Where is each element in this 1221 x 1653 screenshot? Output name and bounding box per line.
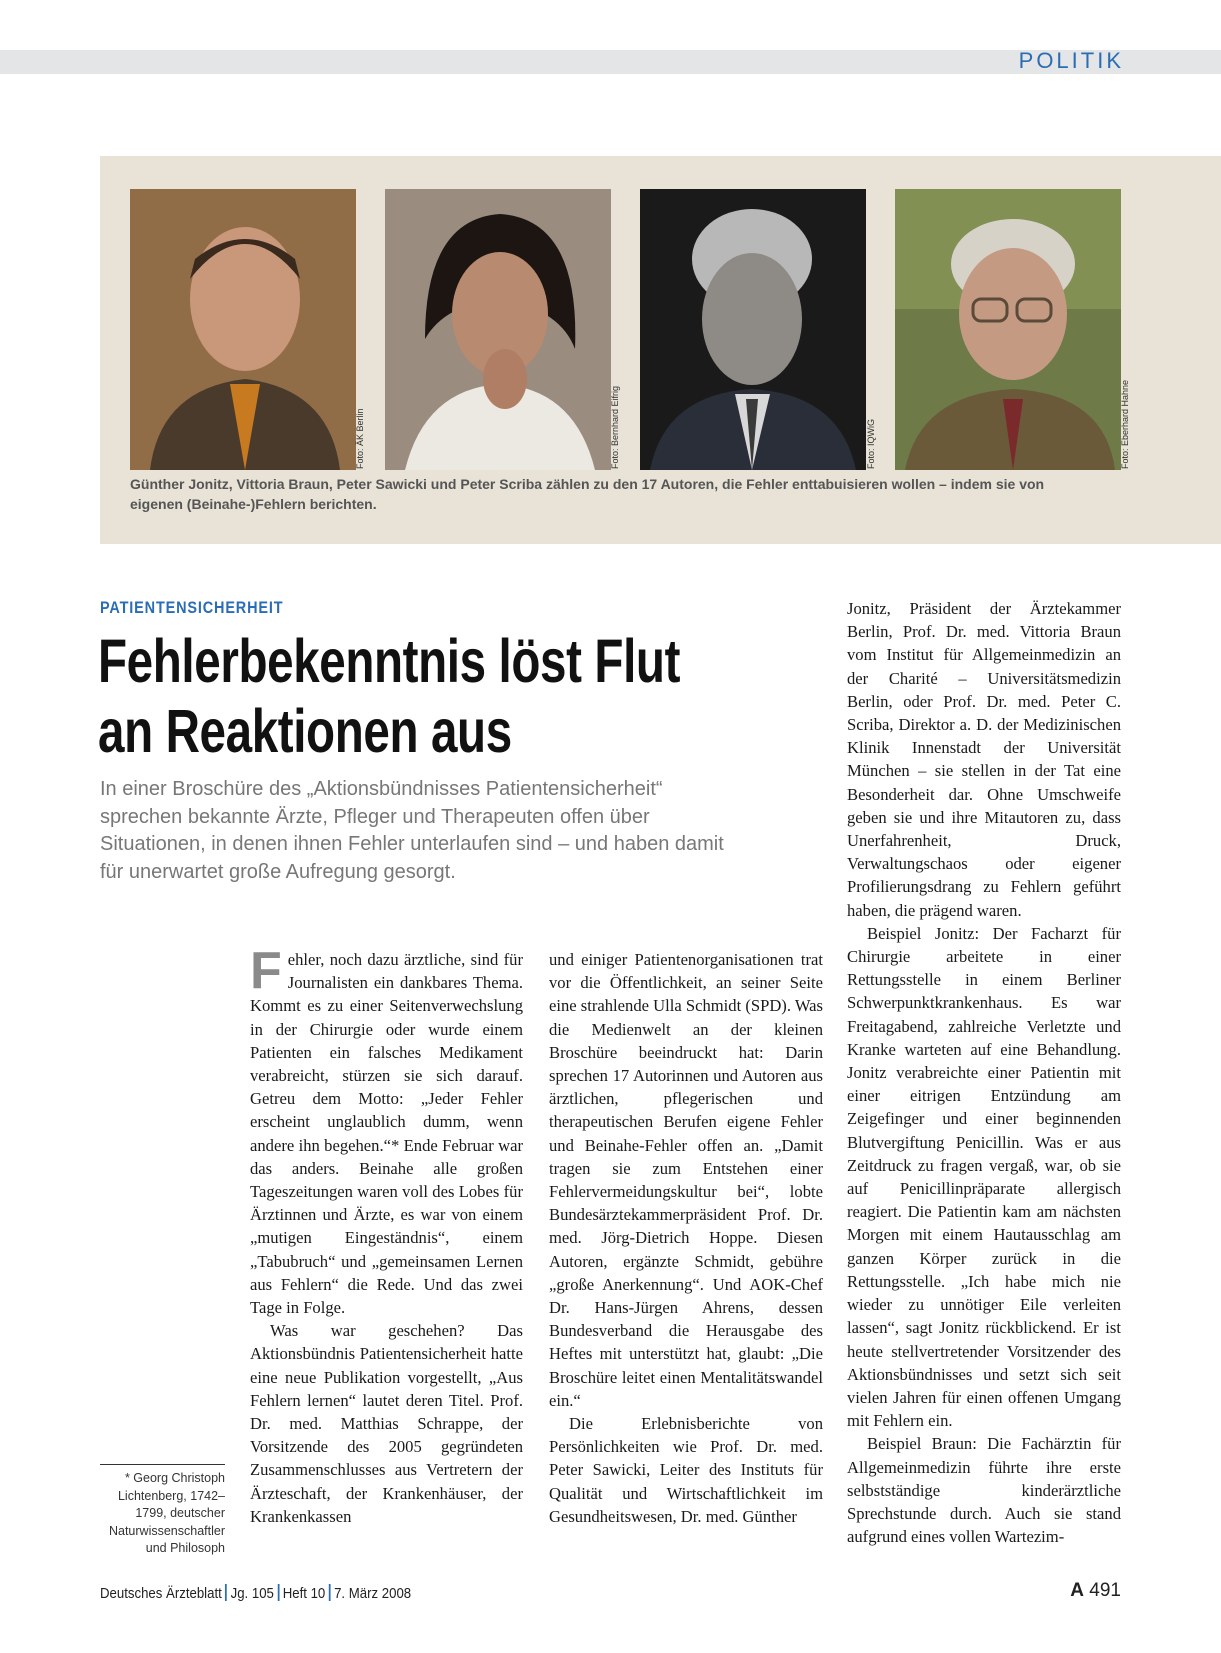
portrait-photo-braun — [385, 189, 611, 470]
dropcap: F — [250, 942, 282, 1000]
headline-line-2: an Reaktionen aus — [98, 697, 512, 765]
photo-caption: Günther Jonitz, Vittoria Braun, Peter Sawicki und Peter Scriba zählen zu den 17 Autoren, die Fehler enttabuisieren wollen – indem sie von eigenen (Beinahe-)Fehlern berichten. — [130, 476, 1045, 512]
footnote-rule — [100, 1464, 225, 1465]
article-kicker: PATIENTENSICHERHEIT — [100, 598, 284, 617]
photo-credit-4: Foto: Eberhard Hahne — [1120, 379, 1130, 469]
paragraph: Beispiel Braun: Die Fachärztin für Allgemeinmedizin führte ihre erste selbstständige kinderärztliche Sprechstunde durch. Auch sie stand aufgrund eines vollen Wartezim- — [847, 1434, 1121, 1547]
page-footer — [100, 1584, 411, 1602]
article-column-1 — [250, 942, 523, 1528]
footnote: * Georg Christoph Lichtenberg, 1742–1799, deutscher Naturwissenschaftler und Philosoph — [108, 1471, 225, 1555]
article-headline — [98, 626, 706, 766]
photo-credit-3: Foto: IQWiG — [866, 418, 876, 469]
portrait-photo-jonitz — [130, 189, 356, 470]
paragraph-text: ehler, noch dazu ärztliche, sind für Journalisten ein dankbares Thema. Kommt es zu einer Seitenverwechslung in der Chirurgie oder wurde einem Patienten ein falsches Medikament verabreicht, stürzen sie sich darauf. Getreu dem Motto: „Jeder Fehler erscheint unglaublich dumm, wenn andere ihn begehen.“* Ende Februar war das anders. Beinahe alle großen Tageszeitungen waren voll des Lobes für Ärztinnen und Ärzte, es war von einem „mutigen Eingeständnis“, einem „Tabubruch“ und „gemeinsamen Lernen aus Fehlern“ die Rede. Und das zwei Tage in Folge. — [250, 950, 523, 1318]
article-column-2 — [549, 948, 823, 1528]
paragraph: Was war geschehen? Das Aktionsbündnis Patientensicherheit hatte eine neue Publikation vorgestellt, „Aus Fehlern lernen“ lautet deren Titel. Prof. Dr. med. Matthias Schrappe, der Vorsitzende des 2005 gegründeten Zusammenschlusses aus Vertretern der Ärzteschaft, der Krankenhäuser, der Krankenkassen — [250, 1321, 523, 1526]
footer-separator — [329, 1584, 331, 1601]
photo-credit-1: Foto: ÄK Berlin — [355, 408, 365, 469]
paragraph: und einiger Patientenorganisationen trat vor die Öffentlichkeit, an seiner Seite eine strahlende Ulla Schmidt (SPD). Was die Medienwelt an der kleinen Broschüre beeindruckt hat: Darin sprechen 17 Autorinnen und Autoren aus ärztlichen, pflegerischen und therapeutischen Berufen eigene Fehler und Beinahe-Fehler offen an. „Damit tragen sie zum Entstehen einer Fehlervermeidungskultur bei“, lobte Bundesärztekammerpräsident Prof. Dr. med. Jörg-Dietrich Hoppe. Diesen Autoren, ergänzte Schmidt, gebühre „große Anerkennung“. Und AOK-Chef Dr. Hans-Jürgen Ahrens, dessen Bundesverband die Herausgabe des Heftes mit unterstützt hat, glaubt: „Die Broschüre leitet einen Mentalitätswandel ein.“ — [549, 950, 823, 1410]
paragraph — [250, 942, 523, 1319]
photo-credit-2: Foto: Bernhard Eifrig — [610, 385, 620, 469]
article-column-3 — [847, 597, 1121, 1548]
journal-volume: Jg. 105 — [230, 1585, 274, 1602]
page-number — [1070, 1580, 1121, 1602]
paragraph: Beispiel Jonitz: Der Facharzt für Chirurgie arbeitete in einer Rettungsstelle in einem Berliner Schwerpunktkrankenhaus. Es war Freitagabend, zahlreiche Verletzte und Kranke warteten auf eine Behandlung. Jonitz verabreichte einer Patientin mit einer eitrigen Entzündung am Zeigefinger und einer beginnenden Blutvergiftung Penicillin. Was er aus Zeitdruck zu fragen vergaß, war, ob sie auf Penicillinpräparate allergisch reagiert. Die Patientin kam am nächsten Morgen mit einem Hautausschlag am ganzen Körper zurück in die Rettungsstelle. „Ich habe mich nie wieder zu unnötiger Eile verleiten lassen“, sagt Jonitz rückblickend. Er ist heute stellvertretender Vorsitzender des Aktionsbündnisses und setzt sich seit vielen Jahren für einen offenen Umgang mit Fehlern ein. — [847, 923, 1121, 1431]
page-number-value: 491 — [1089, 1580, 1121, 1601]
journal-issue: Heft 10 — [282, 1585, 326, 1602]
portrait-photo-scriba — [895, 189, 1121, 470]
article-intro: In einer Broschüre des „Aktionsbündnisses Patientensicherheit“ sprechen bekannte Ärzte, Pfleger und Therapeuten offen über Situationen, in denen ihnen Fehler unterlaufen sind – und haben damit für unerwartet große Aufregung gesorgt. — [100, 778, 724, 883]
portrait-photo-sawicki — [640, 189, 866, 470]
journal-date: 7. März 2008 — [334, 1585, 412, 1602]
section-label: POLITIK — [1018, 48, 1124, 73]
footer-separator — [277, 1584, 279, 1601]
page-prefix: A — [1070, 1580, 1085, 1601]
paragraph: Die Erlebnisberichte von Persönlichkeiten wie Prof. Dr. med. Peter Sawicki, Leiter des Instituts für Qualität und Wirtschaftlichkeit im Gesundheitswesen, Dr. med. Günther — [549, 1414, 823, 1526]
journal-name: Deutsches Ärzteblatt — [100, 1585, 222, 1602]
paragraph: Jonitz, Präsident der Ärztekammer Berlin, Prof. Dr. med. Vittoria Braun vom Institut für Allgemeinmedizin an der Charité – Universitätsmedizin Berlin, oder Prof. Dr. med. Peter C. Scriba, Direktor a. D. der Medizinischen Klinik Innenstadt der Universität München – sie stellen in der Tat eine Besonderheit dar. Ohne Umschweife geben sie und ihre Mitautoren zu, dass Unerfahrenheit, Druck, Verwaltungschaos oder eigener Profilierungsdrang zu Fehlern geführt haben, die prägend waren. — [847, 599, 1121, 920]
footer-separator — [225, 1584, 227, 1601]
headline-line-1: Fehlerbekenntnis löst Flut — [98, 627, 681, 695]
